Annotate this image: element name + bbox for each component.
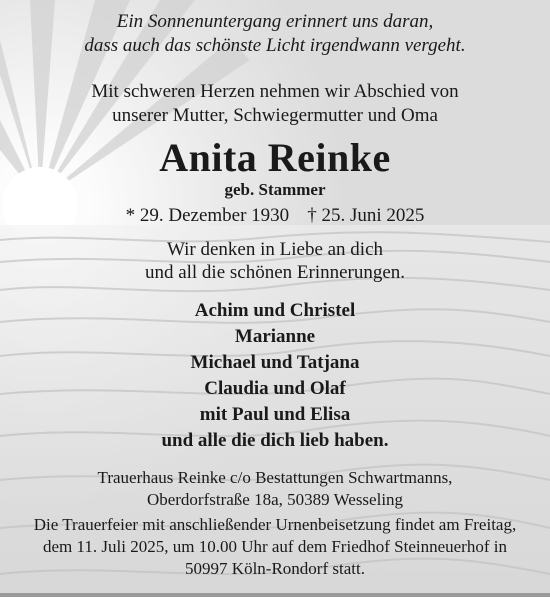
life-dates [0,204,550,228]
farewell-intro [0,80,550,128]
service-line: dem 11. Juli 2025, um 10.00 Uhr auf dem Friedhof Steinneuerhof in [43,537,507,556]
mourner-entry: Claudia und Olaf [204,378,346,399]
remembrance-line: und all die schönen Erinnerungen. [144,262,406,283]
address-line: Oberdorfstraße 18a, 50389 Wesseling [146,490,404,509]
birth-date: * 29. Dezember 1930 [125,205,290,226]
death-date: † 25. Juni 2025 [307,205,425,226]
mourning-address [0,467,550,511]
remembrance-text [0,238,550,284]
remembrance-line: Wir denken in Liebe an dich [166,239,384,260]
quote-line: Ein Sonnenuntergang erinnert uns daran, [116,11,434,32]
funeral-service-info [0,514,550,580]
mourner-entry: Achim und Christel [194,300,356,321]
mourners-list [0,298,550,454]
intro-line: Mit schweren Herzen nehmen wir Abschied von [91,81,459,102]
service-line: 50997 Köln-Rondorf statt. [185,559,365,578]
mourner-entry: und alle die dich lieb haben. [161,430,389,451]
address-line: Trauerhaus Reinke c/o Bestattungen Schwartmanns, [97,468,453,487]
maiden-name: geb. Stammer [224,180,326,199]
deceased-name: Anita Reinke [159,135,391,180]
mourner-entry: Marianne [234,326,316,347]
memorial-quote [0,10,550,58]
service-line: Die Trauerfeier mit anschließender Urnenbeisetzung findet am Freitag, [33,515,517,534]
quote-line: dass auch das schönste Licht irgendwann vergeht. [84,35,466,56]
mourner-entry: mit Paul und Elisa [199,404,351,425]
intro-line: unserer Mutter, Schwiegermutter und Oma [112,105,438,126]
mourner-entry: Michael und Tatjana [190,352,360,373]
